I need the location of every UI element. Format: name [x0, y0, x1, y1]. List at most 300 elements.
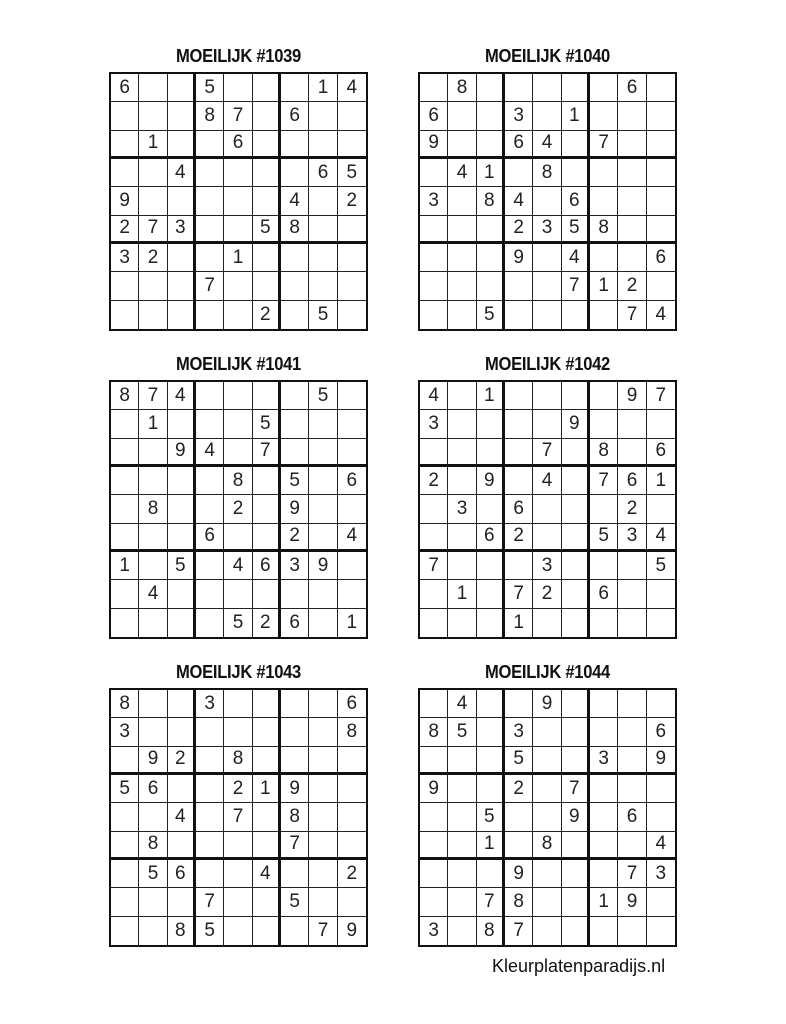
sudoku-cell: 1 — [253, 775, 281, 803]
sudoku-cell: 7 — [618, 860, 646, 888]
sudoku-cell — [533, 187, 561, 215]
sudoku-cell — [562, 609, 590, 637]
sudoku-cell — [590, 382, 618, 410]
sudoku-cell: 5 — [477, 301, 505, 329]
sudoku-cell — [281, 301, 309, 329]
sudoku-cell — [590, 609, 618, 637]
sudoku-cell — [338, 495, 366, 523]
sudoku-cell: 5 — [309, 382, 337, 410]
sudoku-cell — [196, 301, 224, 329]
sudoku-cell — [224, 524, 252, 552]
sudoku-cell: 7 — [562, 775, 590, 803]
sudoku-cell — [562, 747, 590, 775]
sudoku-cell: 5 — [647, 552, 675, 580]
sudoku-cell — [253, 102, 281, 130]
sudoku-cell: 6 — [562, 187, 590, 215]
sudoku-puzzle — [418, 44, 677, 331]
sudoku-cell: 3 — [420, 917, 448, 945]
sudoku-cell — [224, 216, 252, 244]
sudoku-cell: 6 — [647, 244, 675, 272]
sudoku-cell: 4 — [139, 580, 167, 608]
sudoku-cell — [647, 102, 675, 130]
sudoku-cell: 5 — [281, 467, 309, 495]
sudoku-cell: 7 — [647, 382, 675, 410]
sudoku-cell: 9 — [618, 888, 646, 916]
sudoku-cell: 8 — [224, 747, 252, 775]
sudoku-cell: 4 — [533, 467, 561, 495]
sudoku-cell — [168, 690, 196, 718]
sudoku-cell — [253, 131, 281, 159]
sudoku-cell — [196, 216, 224, 244]
sudoku-cell — [253, 244, 281, 272]
sudoku-cell — [477, 439, 505, 467]
sudoku-cell — [618, 609, 646, 637]
sudoku-cell — [618, 917, 646, 945]
sudoku-cell — [111, 580, 139, 608]
sudoku-cell: 5 — [281, 888, 309, 916]
sudoku-cell: 6 — [168, 860, 196, 888]
sudoku-cell — [448, 467, 476, 495]
sudoku-cell: 1 — [590, 272, 618, 300]
sudoku-cell: 5 — [338, 159, 366, 187]
sudoku-puzzle — [109, 660, 368, 947]
sudoku-cell — [168, 609, 196, 637]
sudoku-cell — [590, 74, 618, 102]
sudoku-cell — [618, 102, 646, 130]
sudoku-cell: 9 — [346, 919, 358, 941]
sudoku-cell — [448, 552, 476, 580]
sudoku-cell — [139, 159, 167, 187]
sudoku-cell — [309, 439, 337, 467]
sudoku-cell — [281, 131, 309, 159]
sudoku-cell — [338, 244, 366, 272]
sudoku-cell: 6 — [505, 131, 533, 159]
sudoku-puzzle — [109, 352, 368, 639]
sudoku-cell — [618, 216, 646, 244]
sudoku-cell — [224, 888, 252, 916]
sudoku-cell — [533, 803, 561, 831]
sudoku-cell — [224, 272, 252, 300]
sudoku-cell — [533, 747, 561, 775]
sudoku-cell — [448, 102, 476, 130]
sudoku-cell: 6 — [253, 552, 281, 580]
sudoku-cell — [505, 74, 533, 102]
sudoku-cell — [253, 272, 281, 300]
sudoku-cell — [281, 439, 309, 467]
sudoku-cell — [618, 187, 646, 215]
sudoku-cell — [618, 131, 646, 159]
sudoku-cell: 8 — [111, 690, 139, 718]
sudoku-cell: 1 — [309, 74, 337, 102]
sudoku-cell — [590, 690, 618, 718]
sudoku-cell: 6 — [590, 580, 618, 608]
sudoku-cell: 2 — [224, 495, 252, 523]
sudoku-cell — [111, 803, 139, 831]
sudoku-cell — [281, 690, 309, 718]
sudoku-cell — [477, 131, 505, 159]
sudoku-cell — [477, 609, 505, 637]
sudoku-cell — [562, 690, 590, 718]
sudoku-cell: 7 — [196, 272, 224, 300]
sudoku-cell: 2 — [505, 775, 533, 803]
sudoku-cell — [448, 524, 476, 552]
sudoku-cell — [618, 690, 646, 718]
sudoku-cell: 4 — [647, 524, 675, 552]
sudoku-grid — [109, 72, 368, 331]
sudoku-puzzle — [109, 44, 368, 331]
sudoku-cell — [590, 159, 618, 187]
sudoku-cell — [420, 159, 448, 187]
sudoku-cell: 9 — [281, 495, 309, 523]
sudoku-cell — [338, 216, 366, 244]
sudoku-cell: 9 — [281, 775, 309, 803]
sudoku-cell: 4 — [196, 439, 224, 467]
sudoku-cell — [590, 301, 618, 329]
sudoku-cell — [448, 382, 476, 410]
sudoku-cell — [505, 272, 533, 300]
sudoku-cell: 5 — [253, 216, 281, 244]
sudoku-cell — [309, 467, 337, 495]
sudoku-cell — [448, 187, 476, 215]
sudoku-cell — [420, 609, 448, 637]
sudoku-cell: 7 — [505, 580, 533, 608]
sudoku-cell — [309, 775, 337, 803]
sudoku-cell: 5 — [562, 216, 590, 244]
sudoku-cell — [590, 803, 618, 831]
sudoku-cell — [224, 187, 252, 215]
sudoku-cell — [168, 410, 196, 438]
sudoku-cell: 7 — [562, 272, 590, 300]
sudoku-cell — [168, 888, 196, 916]
sudoku-cell — [281, 382, 309, 410]
sudoku-cell: 3 — [505, 718, 533, 746]
sudoku-cell: 9 — [111, 187, 139, 215]
sudoku-cell: 5 — [196, 74, 224, 102]
sudoku-cell — [420, 74, 448, 102]
sudoku-cell: 9 — [420, 131, 448, 159]
puzzle-title: MOEILIJK #1044 — [484, 662, 611, 682]
sudoku-cell — [505, 382, 533, 410]
sudoku-cell — [281, 860, 309, 888]
sudoku-cell — [338, 301, 366, 329]
sudoku-cell — [477, 74, 505, 102]
sudoku-cell — [448, 131, 476, 159]
sudoku-cell — [420, 803, 448, 831]
sudoku-cell — [253, 159, 281, 187]
sudoku-cell — [533, 244, 561, 272]
sudoku-cell — [448, 803, 476, 831]
sudoku-cell: 7 — [477, 888, 505, 916]
sudoku-cell: 9 — [420, 775, 448, 803]
sudoku-cell: 8 — [111, 382, 139, 410]
sudoku-cell — [533, 382, 561, 410]
sudoku-cell: 4 — [647, 832, 675, 860]
sudoku-cell — [338, 775, 366, 803]
sudoku-cell — [253, 803, 281, 831]
sudoku-cell — [533, 410, 561, 438]
sudoku-cell — [477, 552, 505, 580]
sudoku-cell — [253, 917, 281, 945]
sudoku-cell: 8 — [338, 718, 366, 746]
sudoku-cell: 7 — [618, 301, 646, 329]
sudoku-cell: 6 — [196, 524, 224, 552]
sudoku-cell — [224, 74, 252, 102]
sudoku-cell: 1 — [647, 467, 675, 495]
sudoku-cell: 7 — [533, 439, 561, 467]
sudoku-cell — [590, 187, 618, 215]
sudoku-cell — [533, 301, 561, 329]
sudoku-cell — [139, 272, 167, 300]
sudoku-cell — [618, 439, 646, 467]
sudoku-cell — [253, 74, 281, 102]
sudoku-cell: 5 — [590, 524, 618, 552]
sudoku-cell: 9 — [618, 382, 646, 410]
sudoku-cell — [309, 718, 337, 746]
sudoku-cell — [111, 495, 139, 523]
sudoku-cell — [224, 580, 252, 608]
sudoku-grid — [418, 72, 677, 331]
sudoku-cell — [309, 832, 337, 860]
sudoku-cell: 3 — [618, 524, 646, 552]
sudoku-cell — [111, 439, 139, 467]
sudoku-cell: 9 — [562, 803, 590, 831]
sudoku-cell: 7 — [281, 832, 309, 860]
sudoku-cell: 1 — [562, 102, 590, 130]
sudoku-cell — [224, 301, 252, 329]
sudoku-cell — [281, 917, 309, 945]
sudoku-cell: 8 — [477, 187, 505, 215]
sudoku-cell — [562, 888, 590, 916]
sudoku-cell: 7 — [253, 439, 281, 467]
sudoku-cell: 9 — [168, 439, 196, 467]
sudoku-cell: 2 — [533, 580, 561, 608]
sudoku-grid — [418, 380, 677, 639]
sudoku-cell — [477, 690, 505, 718]
sudoku-cell — [196, 860, 224, 888]
sudoku-cell: 4 — [338, 74, 366, 102]
sudoku-grid — [109, 688, 368, 947]
sudoku-cell — [448, 410, 476, 438]
sudoku-cell — [477, 216, 505, 244]
sudoku-cell — [448, 775, 476, 803]
sudoku-cell — [139, 690, 167, 718]
sudoku-cell: 5 — [477, 803, 505, 831]
sudoku-cell — [338, 102, 366, 130]
sudoku-cell: 3 — [448, 495, 476, 523]
sudoku-cell: 3 — [281, 552, 309, 580]
sudoku-cell — [224, 718, 252, 746]
sudoku-cell: 5 — [309, 301, 337, 329]
sudoku-cell: 8 — [448, 74, 476, 102]
sudoku-cell — [111, 159, 139, 187]
sudoku-cell — [309, 102, 337, 130]
sudoku-cell: 8 — [139, 832, 167, 860]
site-credit: Kleurplatenparadijs.nl — [492, 956, 666, 976]
sudoku-cell: 8 — [590, 439, 618, 467]
sudoku-cell — [281, 159, 309, 187]
sudoku-cell — [647, 272, 675, 300]
sudoku-cell — [309, 803, 337, 831]
sudoku-cell — [338, 410, 366, 438]
sudoku-cell — [562, 552, 590, 580]
sudoku-cell — [338, 803, 366, 831]
sudoku-cell — [533, 888, 561, 916]
sudoku-cell: 6 — [224, 131, 252, 159]
sudoku-cell — [562, 495, 590, 523]
sudoku-cell — [562, 718, 590, 746]
sudoku-cell: 6 — [647, 718, 675, 746]
sudoku-cell: 4 — [224, 552, 252, 580]
sudoku-cell — [139, 609, 167, 637]
sudoku-cell — [590, 775, 618, 803]
sudoku-cell — [111, 860, 139, 888]
sudoku-cell — [533, 74, 561, 102]
sudoku-cell — [281, 580, 309, 608]
sudoku-cell — [196, 410, 224, 438]
sudoku-cell — [338, 272, 366, 300]
sudoku-cell — [139, 187, 167, 215]
sudoku-cell — [420, 690, 448, 718]
sudoku-cell — [590, 832, 618, 860]
sudoku-cell: 7 — [139, 216, 167, 244]
sudoku-cell — [448, 301, 476, 329]
sudoku-cell — [168, 301, 196, 329]
sudoku-cell: 1 — [477, 832, 505, 860]
sudoku-cell — [168, 832, 196, 860]
sudoku-cell — [533, 609, 561, 637]
sudoku-cell — [618, 244, 646, 272]
sudoku-cell — [196, 775, 224, 803]
sudoku-cell — [647, 888, 675, 916]
sudoku-cell: 8 — [224, 467, 252, 495]
sudoku-cell — [168, 467, 196, 495]
sudoku-cell: 7 — [590, 131, 618, 159]
sudoku-cell — [618, 580, 646, 608]
sudoku-cell — [338, 131, 366, 159]
sudoku-cell — [253, 382, 281, 410]
sudoku-cell — [477, 775, 505, 803]
sudoku-cell: 2 — [338, 860, 366, 888]
sudoku-cell — [196, 467, 224, 495]
sudoku-cell — [309, 690, 337, 718]
sudoku-cell — [253, 524, 281, 552]
sudoku-cell — [338, 747, 366, 775]
sudoku-cell: 8 — [168, 917, 196, 945]
sudoku-cell — [139, 803, 167, 831]
sudoku-cell — [647, 775, 675, 803]
sudoku-cell — [647, 159, 675, 187]
sudoku-cell — [224, 832, 252, 860]
sudoku-cell — [647, 495, 675, 523]
sudoku-cell — [562, 159, 590, 187]
sudoku-cell — [196, 187, 224, 215]
sudoku-cell — [111, 524, 139, 552]
sudoku-cell — [420, 580, 448, 608]
sudoku-cell — [448, 216, 476, 244]
sudoku-cell — [477, 580, 505, 608]
sudoku-cell: 8 — [590, 216, 618, 244]
sudoku-cell: 2 — [253, 609, 281, 637]
sudoku-cell: 4 — [338, 524, 366, 552]
sudoku-cell — [111, 102, 139, 130]
sudoku-cell: 5 — [139, 860, 167, 888]
sudoku-cell: 7 — [224, 102, 252, 130]
sudoku-cell — [111, 301, 139, 329]
sudoku-cell: 4 — [448, 690, 476, 718]
sudoku-cell — [533, 272, 561, 300]
sudoku-cell — [139, 718, 167, 746]
sudoku-cell — [420, 272, 448, 300]
sudoku-cell: 2 — [505, 216, 533, 244]
sudoku-cell — [420, 888, 448, 916]
sudoku-cell — [111, 832, 139, 860]
sudoku-cell — [505, 439, 533, 467]
sudoku-cell: 5 — [111, 775, 139, 803]
sudoku-cell: 3 — [647, 860, 675, 888]
sudoku-cell — [647, 74, 675, 102]
sudoku-cell: 9 — [477, 467, 505, 495]
sudoku-cell — [618, 832, 646, 860]
sudoku-cell: 9 — [309, 552, 337, 580]
sudoku-cell: 2 — [139, 244, 167, 272]
sudoku-cell — [647, 609, 675, 637]
sudoku-cell — [590, 244, 618, 272]
sudoku-cell: 9 — [533, 690, 561, 718]
sudoku-cell: 3 — [533, 552, 561, 580]
sudoku-cell: 9 — [562, 410, 590, 438]
sudoku-cell — [533, 524, 561, 552]
sudoku-cell — [533, 495, 561, 523]
sudoku-cell — [309, 860, 337, 888]
sudoku-cell: 8 — [477, 917, 505, 945]
sudoku-cell — [168, 131, 196, 159]
sudoku-cell: 2 — [168, 747, 196, 775]
sudoku-cell — [647, 410, 675, 438]
sudoku-cell — [139, 524, 167, 552]
sudoku-cell: 1 — [111, 552, 139, 580]
sudoku-cell — [420, 524, 448, 552]
sudoku-cell — [562, 467, 590, 495]
sudoku-cell — [139, 467, 167, 495]
sudoku-puzzle — [418, 660, 677, 947]
sudoku-cell — [448, 747, 476, 775]
sudoku-cell — [309, 272, 337, 300]
sudoku-cell — [477, 718, 505, 746]
sudoku-cell — [196, 159, 224, 187]
sudoku-cell — [338, 832, 366, 860]
sudoku-cell — [505, 301, 533, 329]
sudoku-cell: 1 — [346, 611, 358, 633]
sudoku-cell — [562, 580, 590, 608]
sudoku-cell — [253, 888, 281, 916]
sudoku-cell — [253, 718, 281, 746]
sudoku-cell: 3 — [196, 690, 224, 718]
sudoku-cell — [111, 917, 139, 945]
sudoku-cell — [224, 917, 252, 945]
sudoku-cell — [647, 917, 675, 945]
sudoku-cell — [533, 860, 561, 888]
sudoku-cell — [168, 718, 196, 746]
sudoku-cell: 2 — [338, 187, 366, 215]
sudoku-cell — [647, 803, 675, 831]
sudoku-cell — [224, 410, 252, 438]
sudoku-cell — [139, 888, 167, 916]
sudoku-cell: 6 — [505, 495, 533, 523]
sudoku-cell — [196, 244, 224, 272]
sudoku-cell — [281, 272, 309, 300]
sudoku-cell: 6 — [139, 775, 167, 803]
sudoku-cell: 5 — [224, 609, 252, 637]
